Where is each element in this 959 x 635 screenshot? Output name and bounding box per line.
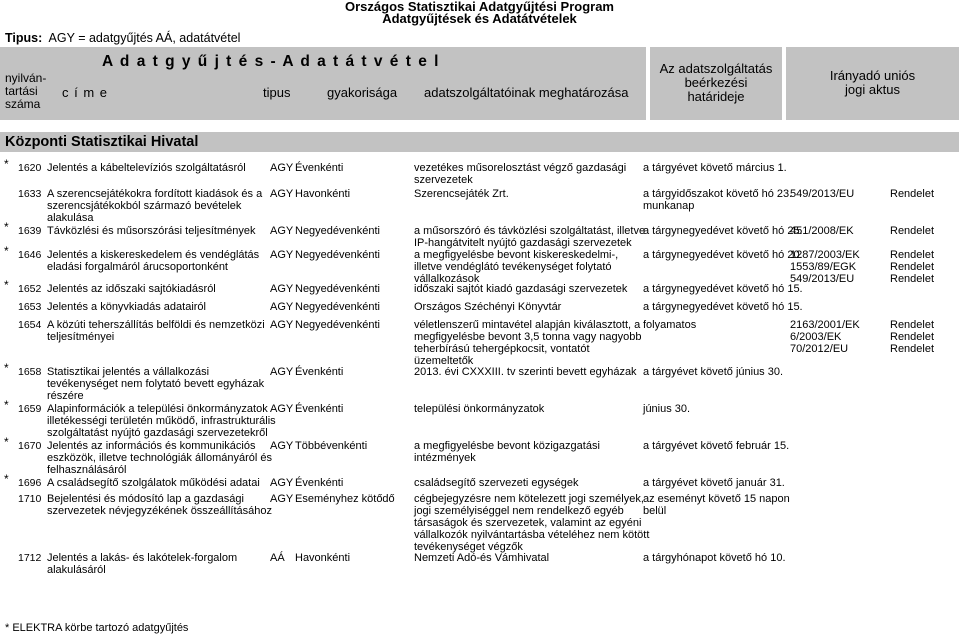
row-title: Jelentés a kábeltelevíziós szolgáltatásról [47,162,246,174]
row-frequency: Negyedévenkénti [295,319,381,331]
row-number: 1646 [18,249,42,261]
row-suppliers: Szerencsejáték Zrt. [414,188,509,200]
row-number: 1659 [18,403,42,415]
row-type: AGY [270,493,294,505]
row-star-marker: * [4,435,9,449]
program-subtitle: Adatgyűjtések és Adatátvételek [382,11,577,26]
row-star-marker: * [4,157,9,171]
row-number: 1639 [18,225,42,237]
row-type: AGY [270,283,294,295]
row-number: 1710 [18,493,42,505]
row-frequency: Évenkénti [295,477,344,489]
row-title: Alapinformációk a települési önkormányzatok illetékességi területén működő, infrastrukturális szolgáltatást nyújtó gazdasági szervezetekről [47,403,276,439]
type-legend-label: Tipus: [5,31,43,45]
row-title: Jelentés a kiskereskedelem és vendéglátás eladási forgalmáról árucsoportonként [47,249,260,273]
row-title: A közúti teherszállítás belföldi és nemzetközi teljesítményei [47,319,265,343]
row-type: AGY [270,249,294,261]
row-type: AÁ [270,552,285,564]
row-number: 1654 [18,319,42,331]
row-deadline: a tárgyhónapot követő hó 10. [643,552,786,564]
row-legal-kind: Rendelet Rendelet Rendelet [890,249,935,285]
row-deadline: a tárgyévet követő március 1. [643,162,787,174]
row-frequency: Évenkénti [295,162,344,174]
row-legal-kind: Rendelet [890,188,935,200]
row-legal-act: 451/2008/EK [790,225,854,237]
row-deadline: az eseményt követő 15 napon belül [643,493,790,517]
row-deadline: folyamatos [643,319,697,331]
row-star-marker: * [4,398,9,412]
header-adatgyujtes: A d a t g y ű j t é s - A d a t á t v é t e l [102,53,440,70]
row-title: Statisztikai jelentés a vállalkozási tevékenységet nem folytató bevett egyházak részére [47,366,265,402]
row-title: Távközlési és műsorszórási teljesítmények [47,225,256,237]
row-frequency: Negyedévenkénti [295,249,381,261]
row-type: AGY [270,477,294,489]
row-frequency: Évenkénti [295,366,344,378]
program-title: Országos Statisztikai Adatgyűjtési Program [345,0,614,14]
row-number: 1670 [18,440,42,452]
row-deadline: a tárgynegyedévet követő hó 15. [643,301,803,313]
row-suppliers: Nemzeti Adó-és Vámhivatal [414,552,550,564]
row-number: 1620 [18,162,42,174]
row-deadline: a tárgyidőszakot követő hó 23. munkanap [643,188,793,212]
row-type: AGY [270,162,294,174]
row-deadline: június 30. [643,403,691,415]
row-title: Jelentés a könyvkiadás adatairól [47,301,206,313]
row-number: 1653 [18,301,42,313]
row-frequency: Havonkénti [295,188,351,200]
row-deadline: a tárgynegyedévet követő hó 15. [643,283,803,295]
row-suppliers: települési önkormányzatok [414,403,545,415]
row-suppliers: véletlenszerű mintavétel alapján kiválasztott, a megfigyelésbe bevont 3,5 tonna vagy nagyobb teherbírású tehergépkocsit, vontatót üzemeltetők [414,319,642,367]
row-legal-kind: Rendelet [890,225,935,237]
row-legal-act: 1287/2003/EK 1553/89/EGK 549/2013/EU [790,249,860,285]
row-type: AGY [270,188,294,200]
row-legal-act: 2163/2001/EK 6/2003/EK 70/2012/EU [790,319,860,355]
header-cime: c í m e [62,85,109,100]
row-suppliers: vezetékes műsorelosztást végző gazdasági szervezetek [414,162,627,186]
row-number: 1712 [18,552,42,564]
row-number: 1652 [18,283,42,295]
row-frequency: Többévenkénti [295,440,368,452]
row-suppliers: a megfigyelésbe bevont kiskereskedelmi-, illetve vendéglátó tevékenységet folytató vállalkozások [414,249,619,285]
row-suppliers: Országos Széchényi Könyvtár [414,301,562,313]
row-type: AGY [270,319,294,331]
row-frequency: Havonkénti [295,552,351,564]
row-title: Jelentés a lakás- és lakótelek-forgalom alakulásáról [47,552,238,576]
type-legend-value: AGY = adatgyűjtés AÁ, adatátvétel [48,31,241,45]
row-type: AGY [270,403,294,415]
row-suppliers: időszaki sajtót kiadó gazdasági szervezetek [414,283,628,295]
row-number: 1696 [18,477,42,489]
row-frequency: Évenkénti [295,403,344,415]
row-deadline: a tárgynegyedévet követő hó 20. [643,249,803,261]
row-title: A családsegítő szolgálatok működési adatai [47,477,260,489]
row-type: AGY [270,225,294,237]
row-number: 1658 [18,366,42,378]
row-frequency: Eseményhez kötődő [295,493,395,505]
type-legend [5,31,240,45]
header-tipus: tipus [263,85,291,100]
row-star-marker: * [4,244,9,258]
header-hatarido: Az adatszolgáltatás beérkezési határideje [659,61,773,104]
row-suppliers: a megfigyelésbe bevont közigazgatási intézmények [414,440,600,464]
row-suppliers: 2013. évi CXXXIII. tv szerinti bevett egyházak [414,366,637,378]
footnote: * ELEKTRA körbe tartozó adatgyűjtés [5,622,189,634]
row-suppliers: családsegítő szervezeti egységek [414,477,579,489]
row-legal-kind: Rendelet Rendelet Rendelet [890,319,935,355]
row-suppliers: a műsorszóró és távközlési szolgáltatást, illetve IP-hangátvitelt nyújtó gazdasági szervezetek [414,225,646,249]
row-frequency: Negyedévenkénti [295,283,381,295]
organization-name: Központi Statisztikai Hivatal [5,134,199,150]
row-star-marker: * [4,220,9,234]
header-gyakorisaga: gyakorisága [327,85,398,100]
row-deadline: a tárgyévet követő június 30. [643,366,784,378]
row-number: 1633 [18,188,42,200]
header-nyilv: nyilván- tartási száma [5,71,47,111]
row-frequency: Negyedévenkénti [295,225,381,237]
row-title: A szerencsejátékokra fordított kiadások és a szerencsjátékokból származó bevételek alakulása [47,188,263,224]
row-star-marker: * [4,278,9,292]
row-star-marker: * [4,361,9,375]
row-deadline: a tárgynegyedévet követő hó 25. [643,225,803,237]
row-type: AGY [270,366,294,378]
header-adatszolgaltatok: adatszolgáltatóinak meghatározása [424,85,629,100]
row-deadline: a tárgyévet követő február 15. [643,440,790,452]
header-jogi-aktus: Irányadó uniós jogi aktus [829,68,916,97]
row-legal-act: 549/2013/EU [790,188,855,200]
row-title: Jelentés az időszaki sajtókiadásról [47,283,216,295]
row-frequency: Negyedévenkénti [295,301,381,313]
row-deadline: a tárgyévet követő január 31. [643,477,785,489]
row-title: Jelentés az információs és kommunikációs eszközök, illetve technológiák állományáról és felhasználásáról [47,440,273,476]
row-suppliers: cégbejegyzésre nem kötelezett jogi személyek, jogi személyiséggel nem rendelkező egyéb társaságok és szervezetek, valamint az egyéni vállalkozók nyilvántartásba vételéhez nem kötött tevékenységet végzők [414,493,650,553]
row-star-marker: * [4,472,9,486]
row-type: AGY [270,440,294,452]
row-title: Bejelentési és módosító lap a gazdasági szervezetek névjegyzékének összeállításához [47,493,273,517]
row-type: AGY [270,301,294,313]
